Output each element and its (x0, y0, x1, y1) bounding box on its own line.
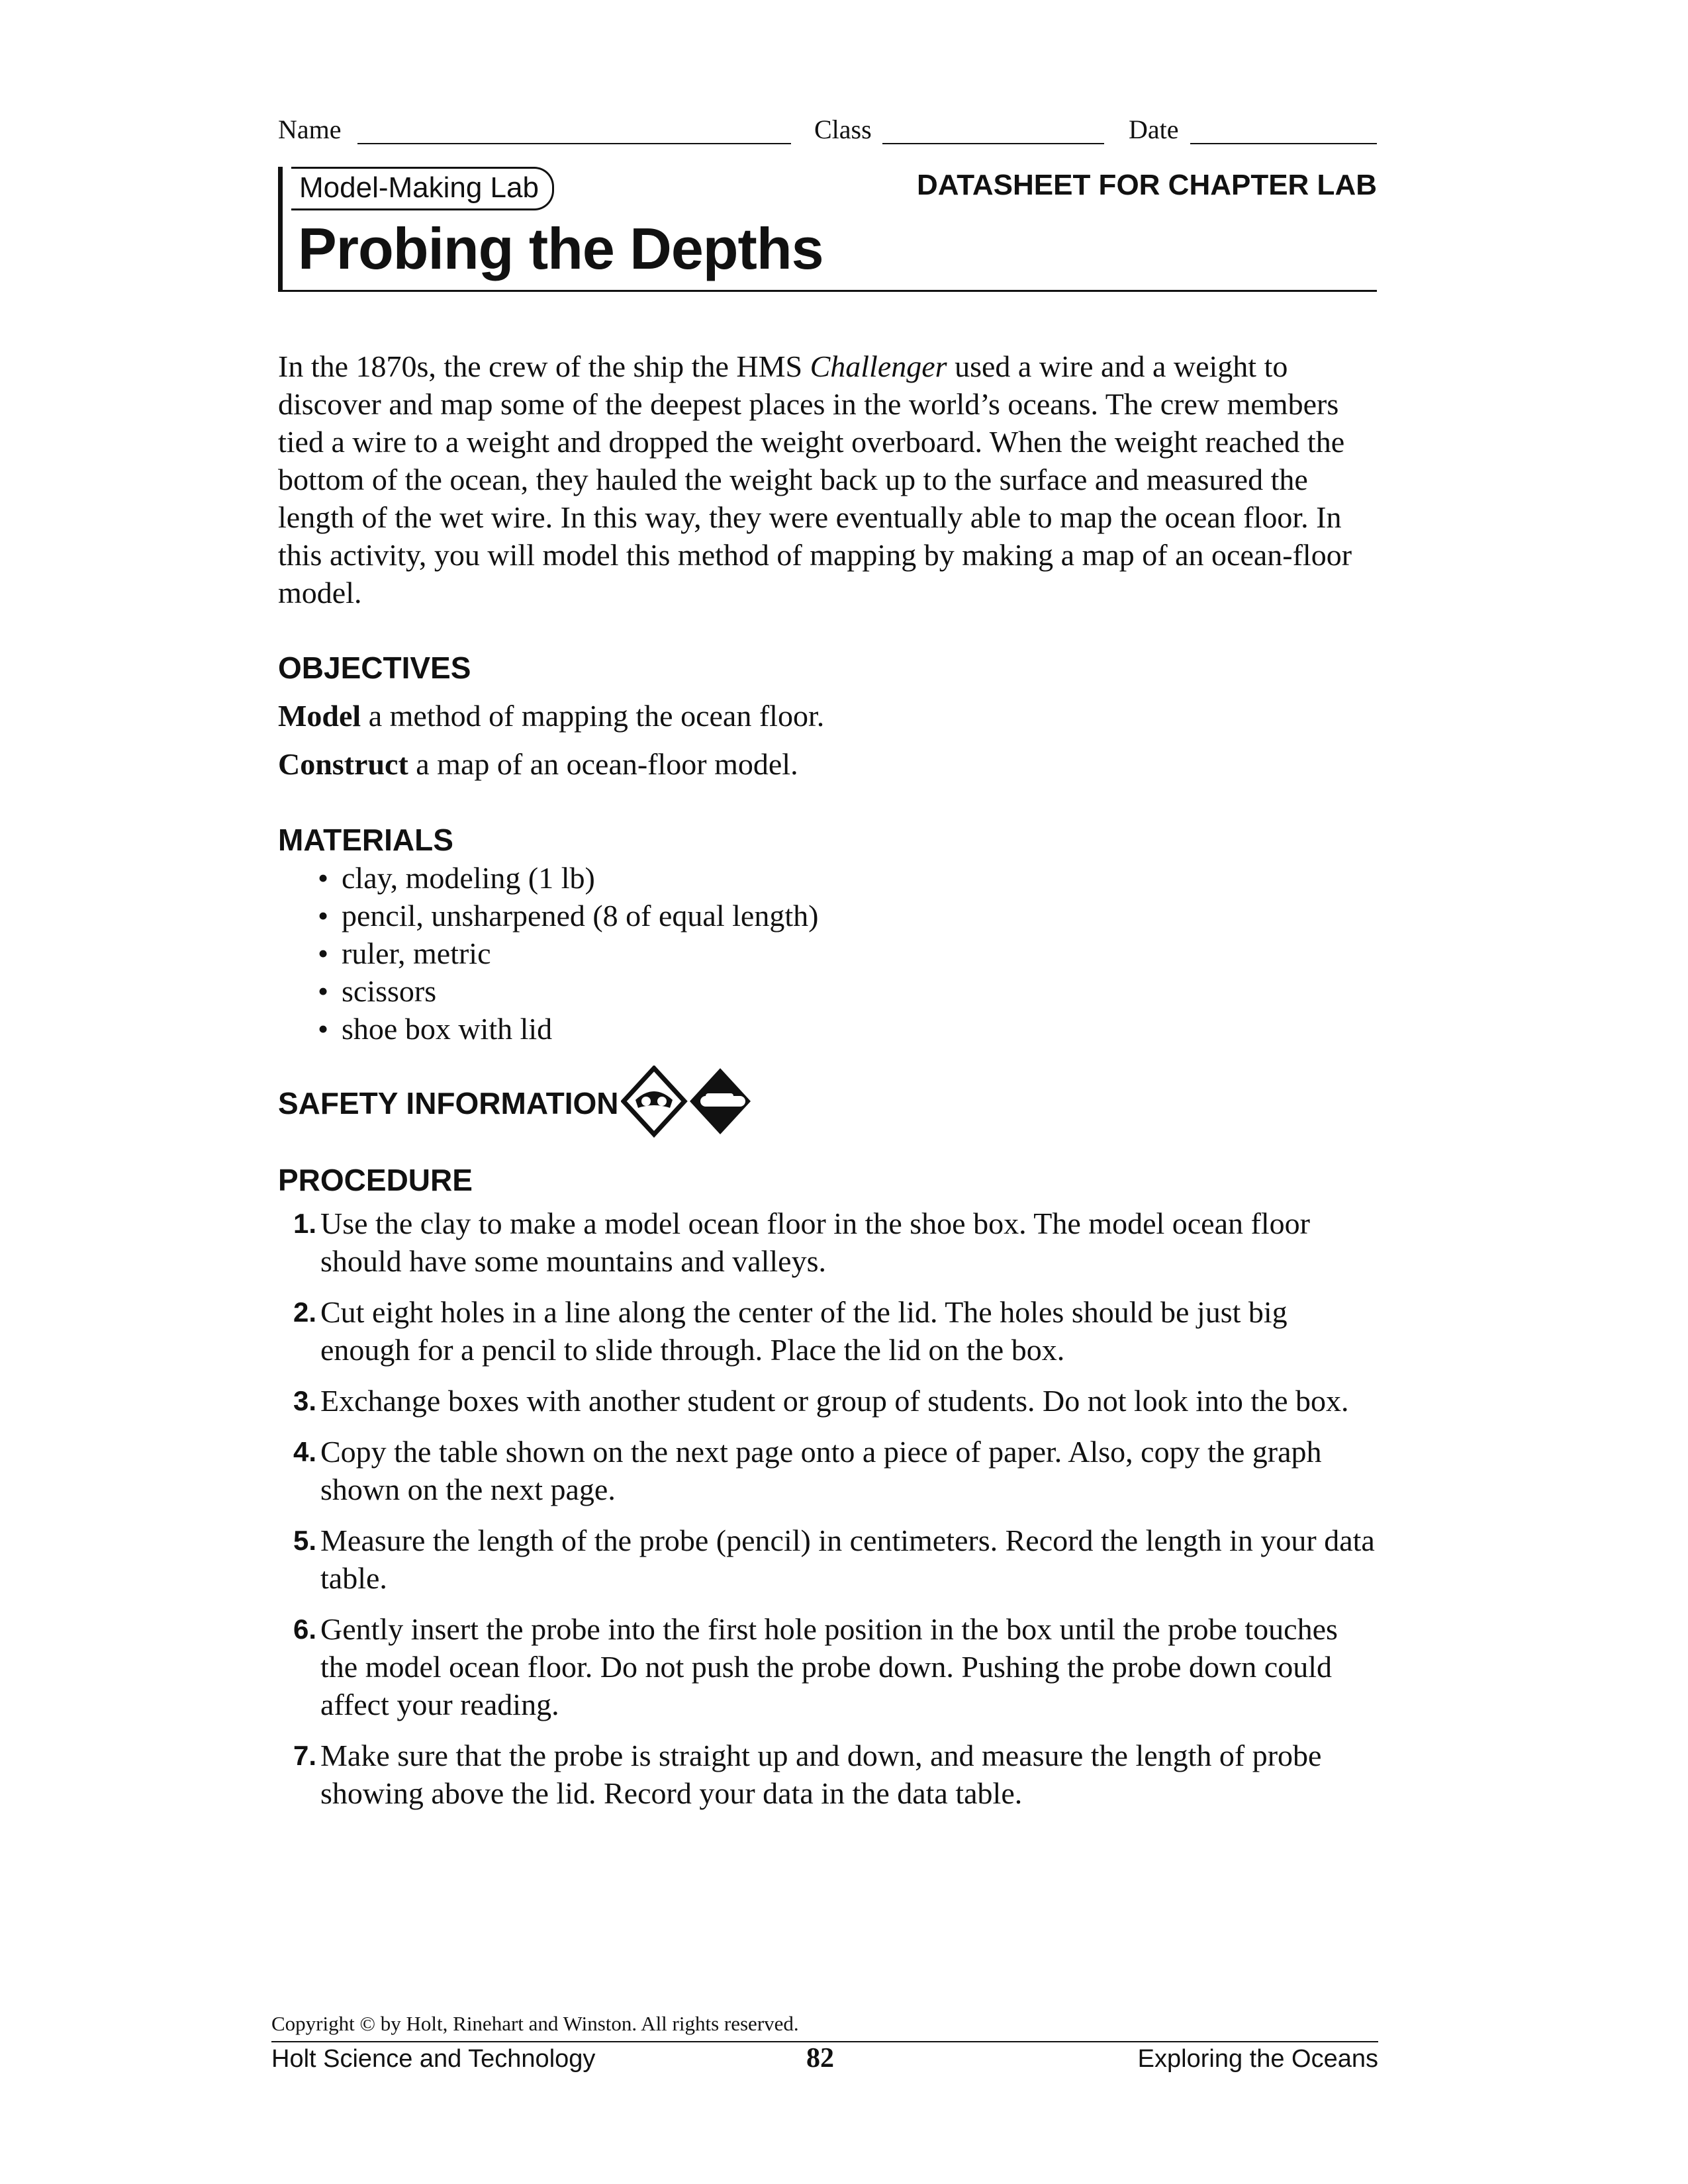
step-number: 5. (293, 1525, 316, 1556)
list-item: • clay, modeling (1 lb) (318, 859, 818, 897)
class-line (882, 143, 1104, 144)
step-number: 2. (293, 1297, 316, 1328)
procedure-step (278, 1382, 1377, 1420)
lab-type-tag: Model-Making Lab (291, 167, 554, 210)
page-title: Probing the Depths (298, 216, 823, 281)
footer-chapter: Exploring the Oceans (1137, 2045, 1378, 2073)
intro-paragraph (278, 347, 1377, 612)
step-text: Gently insert the probe into the first hole position in the box until the probe touches the model ocean floor. Do not push the probe down. Pushing the probe down could affect your reading. (320, 1612, 1338, 1721)
date-label: Date (1129, 114, 1179, 144)
materials-heading: MATERIALS (278, 823, 453, 857)
procedure-step (278, 1293, 1377, 1369)
objective-item (278, 698, 824, 733)
copyright-notice: Copyright © by Holt, Rinehart and Winston. All rights reserved. (271, 2012, 799, 2035)
safety-icons-svg (621, 1066, 760, 1138)
title-bar (278, 167, 283, 291)
intro-text-start: In the 1870s, the crew of the ship the HMS (278, 349, 810, 383)
list-item: • pencil, unsharpened (8 of equal length) (318, 897, 818, 934)
safety-heading: SAFETY INFORMATION (278, 1086, 619, 1120)
step-text: Use the clay to make a model ocean floor in the shoe box. The model ocean floor should have some mountains and valleys. (320, 1206, 1310, 1278)
objectives-heading: OBJECTIVES (278, 651, 471, 685)
objective-text: a map of an ocean-floor model. (408, 747, 798, 781)
name-line (357, 143, 791, 144)
list-item: • ruler, metric (318, 934, 818, 972)
list-item: • shoe box with lid (318, 1010, 818, 1048)
step-number: 7. (293, 1740, 316, 1771)
procedure-step (278, 1737, 1377, 1812)
step-text: Cut eight holes in a line along the center of the lid. The holes should be just big enough for a pencil to slide through. Place the lid on the box. (320, 1295, 1288, 1367)
step-number: 1. (293, 1208, 316, 1239)
hand-safety-icon (690, 1068, 751, 1134)
intro-text-end: used a wire and a weight to discover and map some of the deepest places in the world’s oceans. The crew members tied a wire to a weight and dropped the weight overboard. When the weight reached the bottom of the ocean, they hauled the weight back up to the surface and measured the length of the wet wire. In this way, they were eventually able to map the ocean floor. In this activity, you will model this method of mapping by making a map of an ocean-floor model. (278, 349, 1352, 610)
ship-name: Challenger (810, 349, 947, 383)
step-text: Make sure that the probe is straight up and down, and measure the length of probe showing above the lid. Record your data in the data table. (320, 1739, 1322, 1810)
step-text: Exchange boxes with another student or group of students. Do not look into the box. (320, 1384, 1349, 1418)
name-label: Name (278, 114, 342, 144)
date-line (1190, 143, 1377, 144)
step-text: Copy the table shown on the next page onto a piece of paper. Also, copy the graph shown on the next page. (320, 1435, 1322, 1506)
materials-list (318, 859, 818, 1048)
step-text: Measure the length of the probe (pencil) in centimeters. Record the length in your data table. (320, 1524, 1375, 1595)
safety-icons (621, 1066, 760, 1142)
title-rule (278, 290, 1377, 292)
procedure-heading: PROCEDURE (278, 1163, 473, 1197)
list-item: • scissors (318, 972, 818, 1010)
eye-protection-icon (624, 1068, 684, 1134)
footer-publisher: Holt Science and Technology (271, 2045, 596, 2073)
procedure-step (278, 1205, 1377, 1280)
objective-item (278, 747, 798, 782)
procedure-step (278, 1610, 1377, 1723)
procedure-list (278, 1205, 1377, 1825)
datasheet-label: DATASHEET FOR CHAPTER LAB (916, 169, 1377, 201)
page-number: 82 (806, 2043, 834, 2073)
procedure-step (278, 1433, 1377, 1508)
objective-text: a method of mapping the ocean floor. (361, 699, 825, 733)
step-number: 6. (293, 1614, 316, 1645)
step-number: 4. (293, 1436, 316, 1467)
objective-verb: Construct (278, 747, 408, 781)
objective-verb: Model (278, 699, 361, 733)
procedure-step (278, 1522, 1377, 1597)
step-number: 3. (293, 1385, 316, 1416)
class-label: Class (814, 114, 872, 144)
